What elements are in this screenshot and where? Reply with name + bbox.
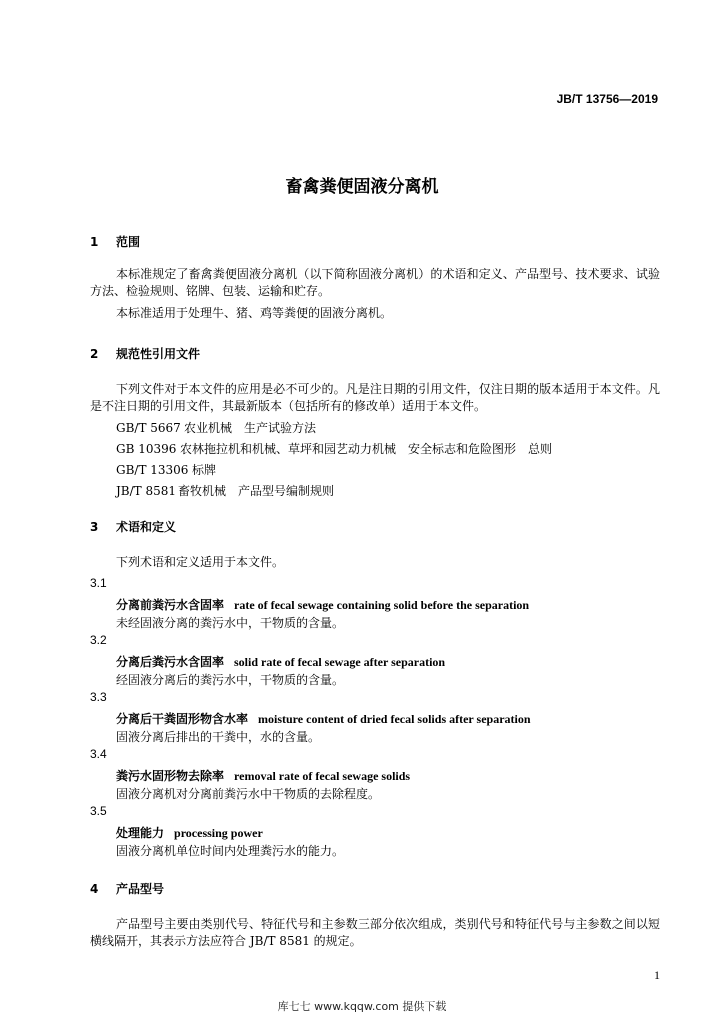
reference-code: GB 10396	[116, 442, 177, 456]
term-number: 3.5	[90, 804, 107, 818]
download-footer: 库七七 www.kqqw.com 提供下载	[277, 1000, 447, 1013]
section-title: 产品型号	[116, 882, 165, 896]
term-zh: 粪污水固形物去除率	[116, 769, 225, 783]
scope-paragraph-2: 本标准适用于处理牛、猪、鸡等粪便的固液分离机。	[116, 306, 393, 320]
term-en: removal rate of fecal sewage solids	[234, 769, 411, 783]
term-entry	[116, 767, 410, 784]
reference-title: 畜牧机械 产品型号编制规则	[178, 484, 335, 498]
section-number: 3	[90, 520, 99, 534]
section-title: 范围	[116, 235, 141, 249]
reference-item	[116, 462, 216, 479]
reference-code: GB/T 5667	[116, 421, 181, 435]
section-title: 规范性引用文件	[116, 347, 201, 361]
term-en: moisture content of dried fecal solids after separation	[258, 712, 531, 726]
term-definition: 经固液分离后的粪污水中，干物质的含量。	[116, 673, 345, 687]
section-number: 4	[90, 882, 99, 896]
term-zh: 分离前粪污水含固率	[116, 598, 225, 612]
reference-title: 农业机械 生产试验方法	[184, 421, 317, 435]
term-definition: 未经固液分离的粪污水中，干物质的含量。	[116, 616, 345, 630]
reference-item	[116, 483, 334, 500]
section-2-heading	[90, 345, 200, 362]
reference-item	[116, 420, 316, 437]
references-paragraph: 下列文件对于本文件的应用是必不可少的。凡是注日期的引用文件，仅注日期的版本适用于本文件。凡是不注日期的引用文件，其最新版本（包括所有的修改单）适用于本文件。	[90, 382, 660, 413]
term-definition: 固液分离机单位时间内处理粪污水的能力。	[116, 844, 345, 858]
page-number: 1	[654, 968, 660, 982]
term-definition: 固液分离后排出的干粪中，水的含量。	[116, 730, 321, 744]
document-title: 畜禽粪便固液分离机	[285, 177, 439, 197]
section-4-heading	[90, 880, 164, 897]
section-number: 1	[90, 235, 99, 249]
terms-intro: 下列术语和定义适用于本文件。	[116, 555, 285, 569]
reference-title: 农林拖拉机和机械、草坪和园艺动力机械 安全标志和危险图形 总则	[180, 442, 553, 456]
term-en: processing power	[174, 826, 263, 840]
reference-title: 标牌	[192, 463, 217, 477]
term-en: rate of fecal sewage containing solid before the separation	[234, 598, 530, 612]
term-number: 3.3	[90, 690, 107, 704]
term-number: 3.1	[90, 576, 107, 590]
section-title: 术语和定义	[116, 520, 177, 534]
term-zh: 分离后粪污水含固率	[116, 655, 225, 669]
section-number: 2	[90, 347, 99, 361]
section-3-heading	[90, 518, 176, 535]
scope-paragraph-1: 本标准规定了畜禽粪便固液分离机（以下简称固液分离机）的术语和定义、产品型号、技术要求、试验方法、检验规则、铭牌、包装、运输和贮存。	[90, 267, 660, 298]
reference-code: GB/T 13306	[116, 463, 189, 477]
section-1-heading	[90, 233, 140, 250]
reference-code: JB/T 8581	[116, 484, 177, 498]
term-entry	[116, 596, 529, 613]
product-model-paragraph: 产品型号主要由类别代号、特征代号和主参数三部分依次组成，类别代号和特征代号与主参数之间以短横线隔开，其表示方法应符合 JB/T 8581 的规定。	[90, 917, 660, 948]
term-entry	[116, 824, 263, 841]
term-zh: 处理能力	[116, 826, 165, 840]
term-entry	[116, 710, 531, 727]
term-en: solid rate of fecal sewage after separation	[234, 655, 446, 669]
term-number: 3.4	[90, 747, 107, 761]
term-number: 3.2	[90, 633, 107, 647]
term-zh: 分离后干粪固形物含水率	[116, 712, 249, 726]
term-entry	[116, 653, 445, 670]
reference-item	[116, 441, 552, 458]
term-definition: 固液分离机对分离前粪污水中干物质的去除程度。	[116, 787, 381, 801]
standard-code: JB/T 13756—2019	[556, 92, 658, 106]
